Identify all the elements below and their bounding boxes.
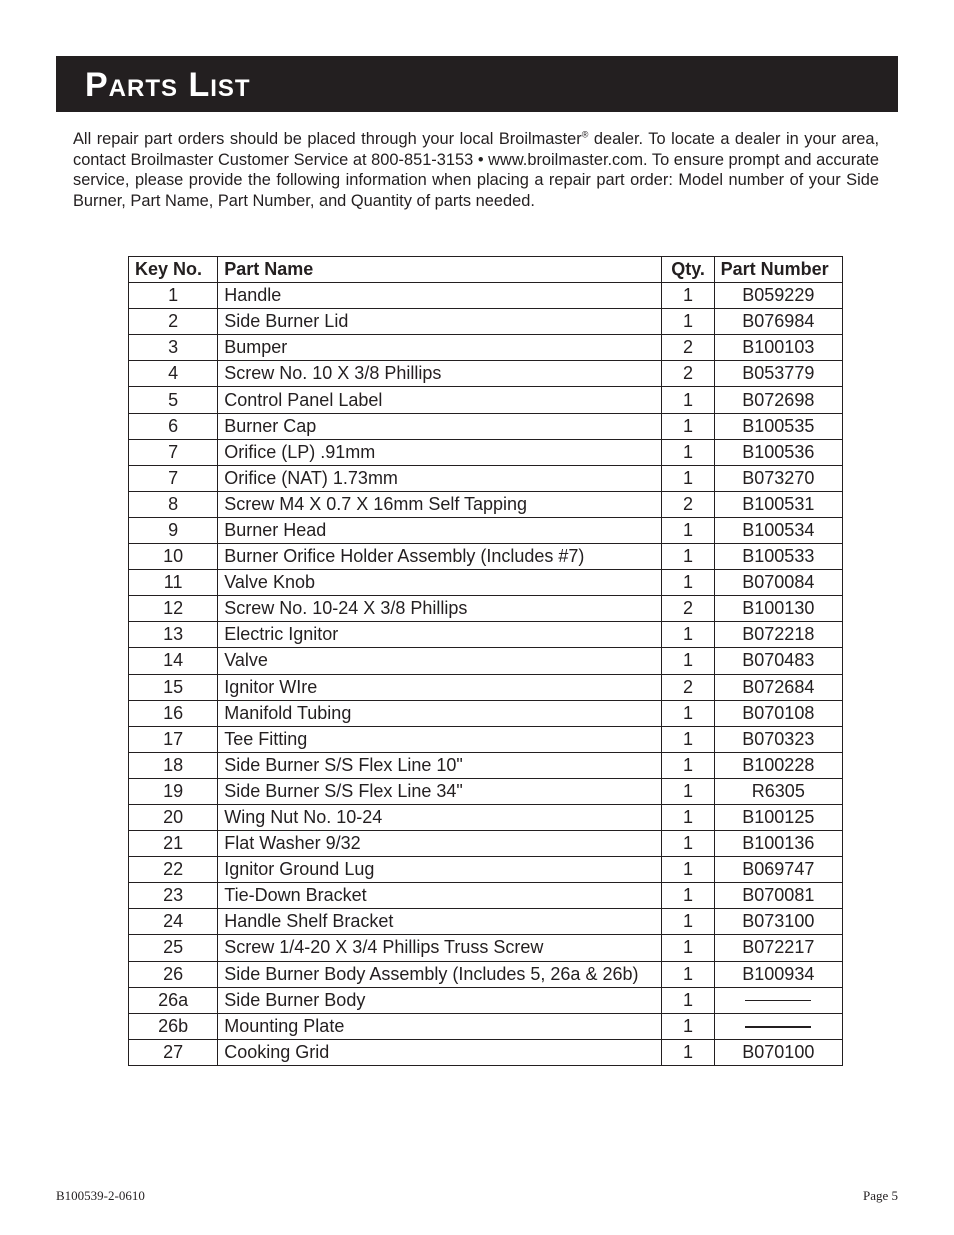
part-number-cell: B100125: [714, 804, 842, 830]
key-cell: 5: [129, 387, 218, 413]
header-key-no: Key No.: [129, 257, 218, 283]
part-name-cell: Side Burner Lid: [218, 309, 662, 335]
key-cell: 26a: [129, 987, 218, 1013]
part-name-cell: Orifice (LP) .91mm: [218, 439, 662, 465]
part-name-cell: Side Burner S/S Flex Line 10": [218, 752, 662, 778]
table-row: [129, 465, 843, 491]
parts-table-body: [129, 283, 843, 1066]
qty-cell: 1: [662, 517, 714, 543]
qty-cell: 1: [662, 439, 714, 465]
table-row: [129, 752, 843, 778]
qty-cell: 1: [662, 1039, 714, 1065]
key-cell: 12: [129, 596, 218, 622]
page-title: Parts List: [85, 66, 251, 104]
part-number-cell: B072218: [714, 622, 842, 648]
key-cell: 13: [129, 622, 218, 648]
table-row: [129, 491, 843, 517]
part-name-cell: Side Burner Body: [218, 987, 662, 1013]
table-row: [129, 804, 843, 830]
qty-cell: 1: [662, 283, 714, 309]
part-name-cell: Side Burner Body Assembly (Includes 5, 26a & 26b): [218, 961, 662, 987]
part-name-cell: Valve: [218, 648, 662, 674]
part-number-cell: B070483: [714, 648, 842, 674]
qty-cell: 2: [662, 674, 714, 700]
intro-text-part2: dealer. To locate a dealer in your area, contact Broilmaster Customer Service at 800-851-3153 • www.broilmaster.com. To ensure prompt and accurate service, please provide the following information when placing a repair part order: Model number of your Side Burner, Part Name, Part Number, and Quantity of parts needed.: [73, 130, 879, 210]
qty-cell: 1: [662, 413, 714, 439]
document-number: B100539-2-0610: [56, 1188, 145, 1203]
part-number-cell: B076984: [714, 309, 842, 335]
qty-cell: 1: [662, 700, 714, 726]
part-number-cell: B072684: [714, 674, 842, 700]
qty-cell: 2: [662, 335, 714, 361]
page-number: Page 5: [862, 1188, 898, 1203]
key-cell: 22: [129, 857, 218, 883]
parts-table: [128, 256, 843, 1066]
part-name-cell: Tee Fitting: [218, 726, 662, 752]
qty-cell: 1: [662, 726, 714, 752]
part-name-cell: Burner Head: [218, 517, 662, 543]
part-number-cell: B100136: [714, 831, 842, 857]
qty-cell: 1: [662, 857, 714, 883]
table-row: [129, 596, 843, 622]
key-cell: 3: [129, 335, 218, 361]
key-cell: 7: [129, 439, 218, 465]
part-number-cell: B100130: [714, 596, 842, 622]
part-name-cell: Electric Ignitor: [218, 622, 662, 648]
table-row: [129, 961, 843, 987]
qty-cell: 1: [662, 778, 714, 804]
part-name-cell: Tie-Down Bracket: [218, 883, 662, 909]
intro-paragraph: [73, 129, 879, 211]
part-name-cell: Bumper: [218, 335, 662, 361]
part-name-cell: Burner Orifice Holder Assembly (Includes #7): [218, 544, 662, 570]
part-number-cell: B070108: [714, 700, 842, 726]
part-name-cell: Wing Nut No. 10-24: [218, 804, 662, 830]
part-number-cell: B059229: [714, 283, 842, 309]
key-cell: 26b: [129, 1013, 218, 1039]
part-number-cell: B072217: [714, 935, 842, 961]
key-cell: 18: [129, 752, 218, 778]
key-cell: 4: [129, 361, 218, 387]
key-cell: 1: [129, 283, 218, 309]
qty-cell: 1: [662, 544, 714, 570]
part-name-cell: Screw 1/4-20 X 3/4 Phillips Truss Screw: [218, 935, 662, 961]
part-number-cell: B100533: [714, 544, 842, 570]
key-cell: 6: [129, 413, 218, 439]
table-row: [129, 987, 843, 1013]
key-cell: 26: [129, 961, 218, 987]
part-name-cell: Side Burner S/S Flex Line 34": [218, 778, 662, 804]
part-number-cell: B070100: [714, 1039, 842, 1065]
table-row: [129, 1039, 843, 1065]
part-name-cell: Control Panel Label: [218, 387, 662, 413]
part-number-cell: B100228: [714, 752, 842, 778]
qty-cell: 1: [662, 804, 714, 830]
qty-cell: 1: [662, 309, 714, 335]
part-name-cell: Orifice (NAT) 1.73mm: [218, 465, 662, 491]
header-part-name: Part Name: [218, 257, 662, 283]
qty-cell: 1: [662, 648, 714, 674]
qty-cell: 2: [662, 596, 714, 622]
key-cell: 10: [129, 544, 218, 570]
part-number-blank-line: [745, 1026, 811, 1028]
key-cell: 2: [129, 309, 218, 335]
part-number-cell: B100531: [714, 491, 842, 517]
table-row: [129, 909, 843, 935]
key-cell: 7: [129, 465, 218, 491]
table-row: [129, 935, 843, 961]
table-row: [129, 622, 843, 648]
qty-cell: 1: [662, 961, 714, 987]
table-row: [129, 335, 843, 361]
part-name-cell: Screw M4 X 0.7 X 16mm Self Tapping: [218, 491, 662, 517]
header-qty: Qty.: [662, 257, 714, 283]
part-number-cell: B070081: [714, 883, 842, 909]
qty-cell: 1: [662, 935, 714, 961]
qty-cell: 2: [662, 361, 714, 387]
part-number-cell: B073100: [714, 909, 842, 935]
table-row: [129, 570, 843, 596]
part-name-cell: Burner Cap: [218, 413, 662, 439]
part-name-cell: Handle: [218, 283, 662, 309]
qty-cell: 1: [662, 987, 714, 1013]
table-header-row: [129, 257, 843, 283]
part-name-cell: Valve Knob: [218, 570, 662, 596]
key-cell: 8: [129, 491, 218, 517]
key-cell: 21: [129, 831, 218, 857]
qty-cell: 1: [662, 387, 714, 413]
part-name-cell: Flat Washer 9/32: [218, 831, 662, 857]
qty-cell: 1: [662, 622, 714, 648]
part-name-cell: Handle Shelf Bracket: [218, 909, 662, 935]
table-row: [129, 387, 843, 413]
part-number-blank-line: [745, 1000, 811, 1001]
part-number-cell: B100535: [714, 413, 842, 439]
part-name-cell: Ignitor WIre: [218, 674, 662, 700]
key-cell: 15: [129, 674, 218, 700]
part-name-cell: Manifold Tubing: [218, 700, 662, 726]
table-row: [129, 309, 843, 335]
qty-cell: 1: [662, 465, 714, 491]
part-name-cell: Ignitor Ground Lug: [218, 857, 662, 883]
part-number-cell: B069747: [714, 857, 842, 883]
table-row: [129, 700, 843, 726]
qty-cell: 2: [662, 491, 714, 517]
part-number-cell: B053779: [714, 361, 842, 387]
key-cell: 25: [129, 935, 218, 961]
key-cell: 24: [129, 909, 218, 935]
part-number-cell: R6305: [714, 778, 842, 804]
qty-cell: 1: [662, 752, 714, 778]
part-number-cell: [714, 1013, 842, 1039]
table-row: [129, 544, 843, 570]
part-name-cell: Screw No. 10-24 X 3/8 Phillips: [218, 596, 662, 622]
table-row: [129, 1013, 843, 1039]
key-cell: 17: [129, 726, 218, 752]
table-row: [129, 831, 843, 857]
part-number-cell: B070323: [714, 726, 842, 752]
part-number-cell: B100103: [714, 335, 842, 361]
registered-mark: ®: [581, 129, 589, 140]
part-number-cell: B100536: [714, 439, 842, 465]
table-row: [129, 439, 843, 465]
qty-cell: 1: [662, 883, 714, 909]
table-row: [129, 883, 843, 909]
key-cell: 14: [129, 648, 218, 674]
key-cell: 23: [129, 883, 218, 909]
part-name-cell: Mounting Plate: [218, 1013, 662, 1039]
table-row: [129, 778, 843, 804]
table-row: [129, 857, 843, 883]
key-cell: 16: [129, 700, 218, 726]
header-part-number: Part Number: [714, 257, 842, 283]
qty-cell: 1: [662, 570, 714, 596]
table-row: [129, 361, 843, 387]
table-row: [129, 517, 843, 543]
key-cell: 27: [129, 1039, 218, 1065]
part-number-cell: B070084: [714, 570, 842, 596]
part-number-cell: B073270: [714, 465, 842, 491]
part-number-cell: B072698: [714, 387, 842, 413]
header-bar: [56, 56, 898, 112]
part-number-cell: B100934: [714, 961, 842, 987]
part-number-cell: [714, 987, 842, 1013]
part-name-cell: Screw No. 10 X 3/8 Phillips: [218, 361, 662, 387]
qty-cell: 1: [662, 831, 714, 857]
table-row: [129, 674, 843, 700]
key-cell: 20: [129, 804, 218, 830]
key-cell: 9: [129, 517, 218, 543]
table-row: [129, 413, 843, 439]
key-cell: 11: [129, 570, 218, 596]
qty-cell: 1: [662, 909, 714, 935]
part-number-cell: B100534: [714, 517, 842, 543]
table-row: [129, 726, 843, 752]
intro-text-part1: All repair part orders should be placed through your local Broilmaster: [73, 130, 582, 148]
key-cell: 19: [129, 778, 218, 804]
table-row: [129, 648, 843, 674]
qty-cell: 1: [662, 1013, 714, 1039]
table-row: [129, 283, 843, 309]
part-name-cell: Cooking Grid: [218, 1039, 662, 1065]
